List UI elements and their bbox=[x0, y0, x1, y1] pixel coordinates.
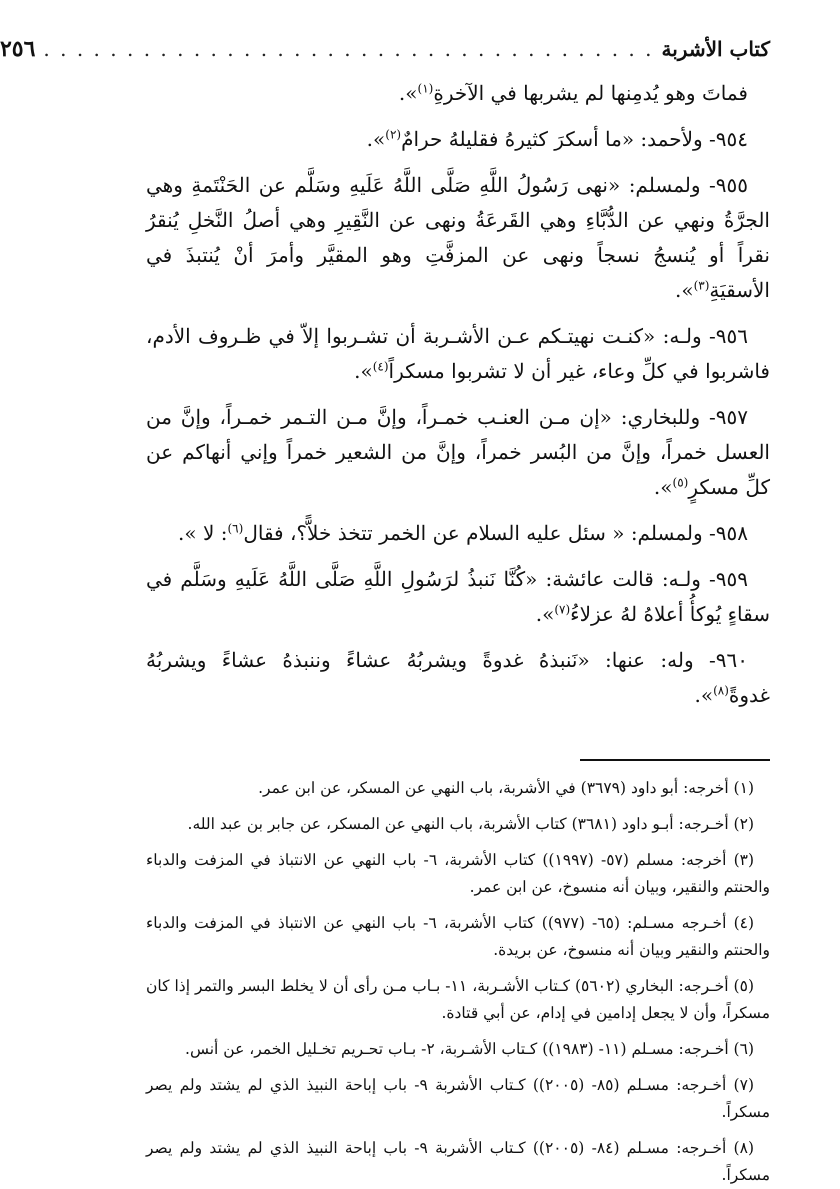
footnote: (٧) أخـرجه: مسـلم (٨٥- (٢٠٠٥)) كـتاب الأشربة ٩- باب إباحة النبيذ الذي لم يشتد ولم يصر مسكراً. bbox=[146, 1076, 770, 1121]
footnote: (٢) أخـرجه: أبـو داود (٣٦٨١) كتاب الأشربة، باب النهي عن المسكر، عن جابر بن عبد الله. bbox=[187, 815, 754, 833]
hadith-paragraph: ٩٥٧- وللبخاري: «إن مـن العنـب خمـراً، وإنَّ مـن التـمر خمـراً، وإنَّ من العسل خمراً، وإنَّ من البُسر خمراً، وإنَّ من الشعير خمراً وإني أنهاكم عن كلِّ مسكرٍ$^{(٥)}$». bbox=[146, 405, 770, 499]
footnote: (٨) أخـرجه: مسـلم (٨٤- (٢٠٠٥)) كـتاب الأشربة ٩- باب إباحة النبيذ الذي لم يشتد ولم يصر مسكراً. bbox=[146, 1139, 770, 1184]
footnote-ref[interactable]: (٤) bbox=[372, 359, 389, 374]
footnote-separator bbox=[580, 759, 770, 761]
footnote-ref[interactable]: (٨) bbox=[713, 683, 729, 698]
footnote-ref[interactable]: (٣) bbox=[693, 278, 710, 293]
hadith-paragraph: ٩٥٥- ولمسلم: «نهى رَسُولُ اللَّهِ صَلَّى اللَّهُ عَلَيهِ وسَلَّم عن الحَنْتَمةِ وهي الجرَّةُ ونهي عن الدُّبَّاءِ وهي القَرعَةُ ونهى عن النَّقِيرِ وهي أصلُ النَّخلِ يُنقرُ نقراً أو يُنسجُ نسجاً ونهى عن المزفَّتِ وهو المقيَّر وأمرَ أنْ يُنتبذَ في الأسقيَةِ$^{(٣)}$». bbox=[146, 173, 770, 302]
page-number: ٢٥٦ bbox=[0, 36, 36, 62]
footnote: (٦) أخـرجه: مسـلم (١١- (١٩٨٣)) كـتاب الأشـربة، ٢- بـاب تحـريم تخـليل الخمر، عن أنس. bbox=[185, 1040, 754, 1058]
running-header bbox=[0, 34, 770, 66]
hadith-paragraph: ٩٥٩- ولـه: قالت عائشة: «كُنَّا نَنبذُ لرَسُولِ اللَّهِ صَلَّى اللَّهُ عَلَيهِ وسَلَّم في سقاءٍ يُوكأُ أعلاهُ لهُ عزلاءُ$^{(٧)}$». bbox=[146, 567, 770, 626]
footnote-ref[interactable]: (٢) bbox=[385, 127, 402, 142]
footnote: (١) أخرجه: أبو داود (٣٦٧٩) في الأشربة، باب النهي عن المسكر، عن ابن عمر. bbox=[258, 779, 754, 797]
hadith-paragraph: فماتَ وهو يُدمِنها لم يشربها في الآخرةِ$^{(١)}$». bbox=[398, 81, 748, 105]
footnote-ref[interactable]: (٥) bbox=[672, 475, 689, 490]
main-text bbox=[146, 76, 770, 713]
hadith-paragraph: ٩٥٦- ولـه: «كنـت نهيتـكم عـن الأشـربة أن تشـربوا إلاّ في ظـروف الأدم، فاشربوا في كلِّ وعاء، غير أن لا تشربوا مسكراً$^{(٤)}$». bbox=[146, 324, 770, 383]
chapter-title: كتاب الأشربة bbox=[661, 37, 770, 61]
footnote-ref[interactable]: (٦) bbox=[227, 521, 244, 536]
leader-dots: . . . . . . . . . . . . . . . . . . . . . . . . . . . . . . . . . . . . . bbox=[43, 37, 654, 61]
hadith-paragraph: ٩٥٤- ولأحمد: «ما أسكرَ كثيرهُ فقليلهُ حرامٌ$^{(٢)}$». bbox=[366, 127, 748, 151]
footnotes bbox=[146, 775, 770, 1189]
hadith-paragraph: ٩٥٨- ولمسلم: « سئل عليه السلام عن الخمر تتخذ خلاًّ؟، فقال$^{(٦)}$: لا ». bbox=[178, 521, 748, 545]
footnote: (٤) أخـرجه مسـلم: (٦٥- (٩٧٧)) كتاب الأشربة، ٦- باب النهي عن الانتباذ في المزفت والدباء والحنتم والنقير وبيان أنه منسوخ، عن بريدة. bbox=[146, 914, 770, 959]
hadith-paragraph: ٩٦٠- وله: عنها: «نَنبذهُ غدوةً ويشربُهُ عشاءً وننبذهُ عشاءً ويشربُهُ غدوةً$^{(٨)}$». bbox=[146, 648, 770, 707]
footnote-ref[interactable]: (٧) bbox=[554, 602, 571, 617]
footnote: (٣) أخرجه: مسلم (٥٧- (١٩٩٧)) كتاب الأشربة، ٦- باب النهي عن الانتباذ في المزفت والدباء والحنتم والنقير، وبيان أنه منسوخ، عن ابن عمر. bbox=[146, 851, 770, 896]
footnote-ref[interactable]: (١) bbox=[417, 81, 434, 96]
footnote: (٥) أخـرجه: البخاري (٥٦٠٢) كـتاب الأشـربة، ١١- بـاب مـن رأى أن لا يخلط البسر والتمر إذا كان مسكراً، وأن لا يجعل إدامين في إدام، عن أبي قتادة. bbox=[146, 977, 770, 1022]
